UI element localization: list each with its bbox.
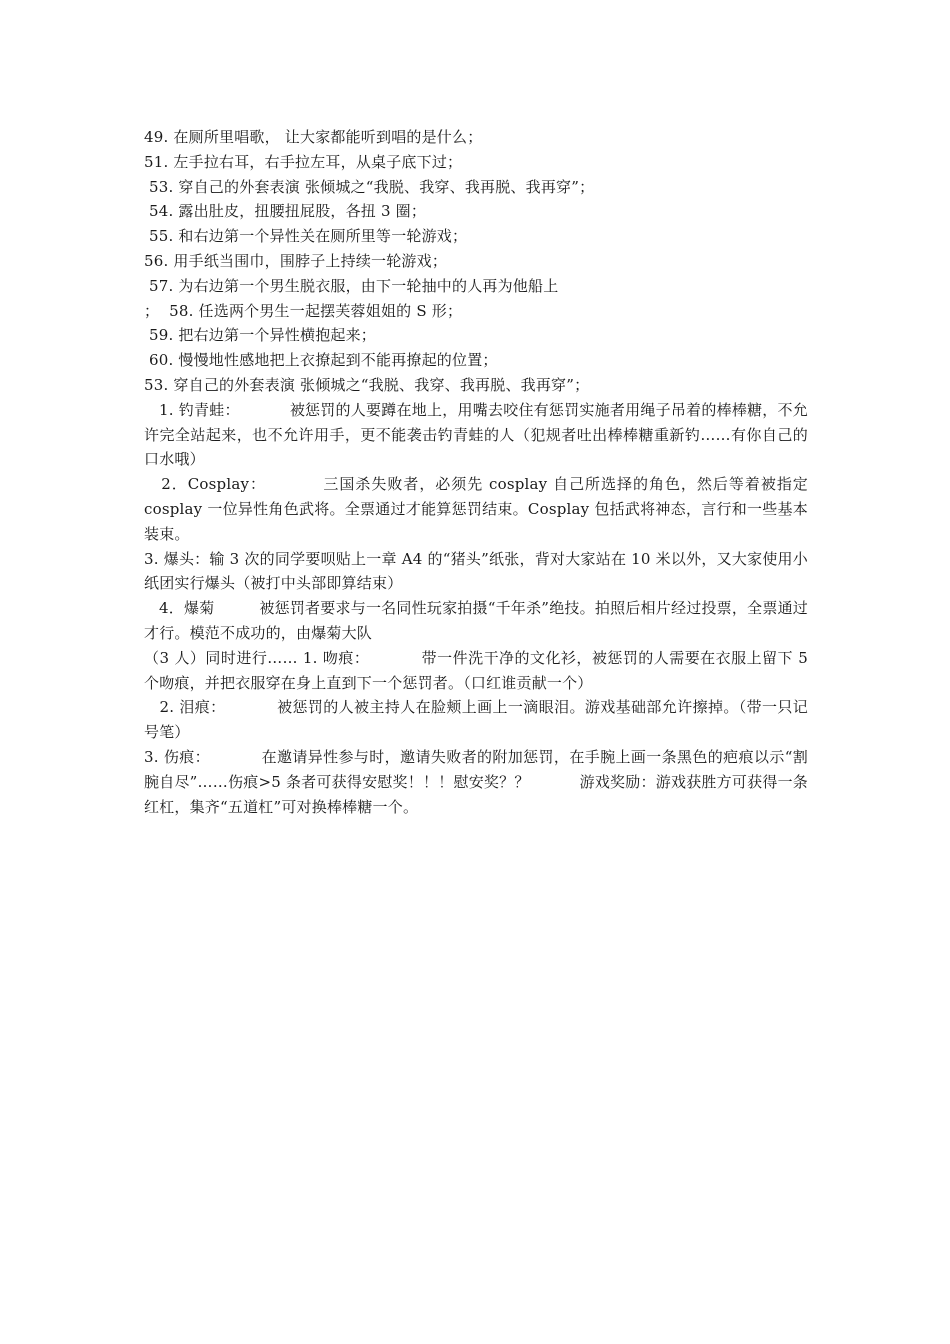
document-page	[144, 125, 813, 819]
rule-56: 56. 用手纸当围巾，围脖子上持续一轮游戏；	[144, 251, 448, 270]
paragraph-kiss-marks: （3 人）同时进行…… 1. 吻痕： 带一件洗干净的文化衫，被惩罚的人需要在衣服上留下 5 个吻痕，并把衣服穿在身上直到下一个惩罚者。（口红谁贡献一个）	[144, 648, 813, 692]
rule-55: 55. 和右边第一个异性关在厕所里等一轮游戏；	[144, 227, 468, 246]
rule-49: 49. 在厕所里唱歌， 让大家都能听到唱的是什么；	[144, 128, 483, 146]
rule-53-repeat: 53. 穿自己的外套表演 张倾城之“我脱、我穿、我再脱、我再穿”；	[144, 375, 590, 394]
rule-58: ； 58. 任选两个男生一起摆芙蓉姐姐的 S 形；	[144, 301, 463, 320]
paragraph-tear-marks: 2. 泪痕： 被惩罚的人被主持人在脸颊上画上一滴眼泪。游戏基础部允许擦掉。（带一只记号笔）	[144, 698, 809, 742]
rule-54: 54. 露出肚皮，扭腰扭屁股，各扭 3 圈；	[144, 202, 427, 221]
paragraph-cosplay: 2．Cosplay： 三国杀失败者，必须先 cosplay 自己所选择的角色，然后等着被指定 cosplay 一位异性角色武将。全票通过才能算惩罚结束。Cosplay 包括武将神态，言行和一些基本装束。	[144, 475, 813, 543]
rule-53: 53. 穿自己的外套表演 张倾城之“我脱、我穿、我再脱、我再穿”；	[144, 177, 595, 196]
paragraph-headshot: 3. 爆头：输 3 次的同学要呗贴上一章 A4 的“猪头”纸张，背对大家站在 10 米以外，又大家使用小纸团实行爆头（被打中头部即算结束）	[144, 549, 808, 593]
rule-51: 51. 左手拉右耳，右手拉左耳，从桌子底下过；	[144, 152, 463, 171]
rule-57: 57. 为右边第一个男生脱衣服，由下一轮抽中的人再为他船上	[144, 276, 559, 295]
rule-60: 60. 慢慢地性感地把上衣撩起到不能再撩起的位置；	[144, 351, 498, 370]
paragraph-photo-challenge: 4．爆菊 被惩罚者要求与一名同性玩家拍摄“千年杀”绝技。拍照后相片经过投票，全票通过才行。模范不成功的，由爆菊大队	[144, 599, 809, 642]
rule-59: 59. 把右边第一个异性横抱起来；	[144, 326, 376, 345]
paragraph-scar-marks: 3. 伤痕： 在邀请异性参与时，邀请失败者的附加惩罚，在手腕上画一条黑色的疤痕以示“割腕自尽”……伤痕>5 条者可获得安慰奖！！！慰安奖？？ 游戏奖励：游戏获胜方可获得一条红杠，集齐“五道杠”可对换棒棒糖一个。	[144, 747, 808, 816]
paragraph-fishing-frog: 1. 钓青蛙： 被惩罚的人要蹲在地上，用嘴去咬住有惩罚实施者用绳子吊着的棒棒糖，不允许完全站起来，也不允许用手，更不能袭击钓青蛙的人（犯规者吐出棒棒糖重新钓……有你自己的口水哦）	[144, 400, 808, 469]
